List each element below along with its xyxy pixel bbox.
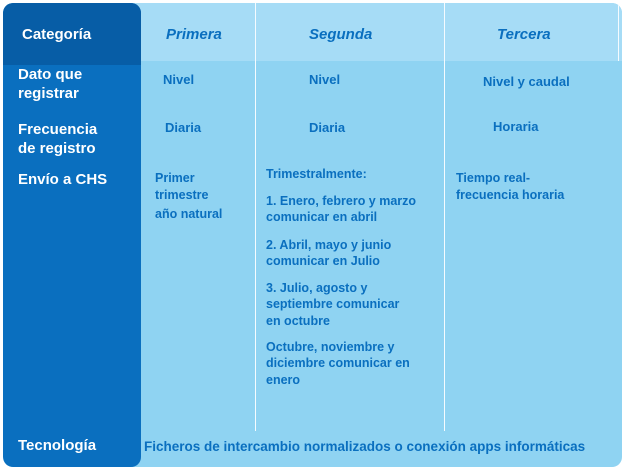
cell-dato-primera: Nivel	[163, 72, 195, 87]
header-categoria: Categoría	[22, 26, 92, 43]
cell-dato-tercera: Nivel y caudal	[483, 74, 570, 89]
cell-frecuencia-tercera: Horaria	[493, 119, 539, 134]
cell-dato-segunda: Nivel	[309, 72, 341, 87]
cell-envio-tercera-line1: Tiempo real-	[456, 171, 531, 185]
cell-envio-segunda-item4-line3: enero	[266, 373, 301, 387]
cell-envio-primera-line3: año natural	[155, 207, 223, 221]
cell-envio-segunda-item2-line1: 2. Abril, mayo y junio	[266, 238, 392, 252]
header-tercera: Tercera	[497, 26, 551, 43]
cell-envio-segunda-title: Trimestralmente:	[266, 167, 367, 181]
cell-envio-segunda-item3-line2: septiembre comunicar	[266, 297, 400, 311]
row-label-envio: Envío a CHS	[18, 171, 108, 188]
row-label-dato-line1: Dato que	[18, 66, 83, 83]
row-label-dato-line2: registrar	[18, 85, 79, 102]
cell-envio-segunda-item1-line2: comunicar en abril	[266, 210, 378, 224]
cell-frecuencia-segunda: Diaria	[309, 120, 346, 135]
header-primera: Primera	[166, 26, 222, 43]
cell-envio-primera-line2: trimestre	[155, 188, 209, 202]
cell-envio-segunda-item4-line2: diciembre comunicar en	[266, 356, 410, 370]
cell-envio-segunda-item4-line1: Octubre, noviembre y	[266, 340, 395, 354]
cell-envio-segunda-item1-line1: 1. Enero, febrero y marzo	[266, 194, 417, 208]
column-divider	[255, 3, 256, 431]
row-label-frecuencia-line2: de registro	[18, 140, 96, 157]
column-divider	[444, 3, 445, 431]
cell-envio-segunda-item3-line1: 3. Julio, agosto y	[266, 281, 368, 295]
cell-envio-primera-line1: Primer	[155, 171, 195, 185]
cell-envio-segunda-item3-line3: en octubre	[266, 314, 330, 328]
column-divider	[618, 3, 619, 61]
row-label-tecnologia: Tecnología	[18, 437, 97, 454]
cell-envio-tercera-line2: frecuencia horaria	[456, 188, 565, 202]
cell-frecuencia-primera: Diaria	[165, 120, 202, 135]
header-segunda: Segunda	[309, 26, 373, 43]
cell-tecnologia-value: Ficheros de intercambio normalizados o conexión apps informáticas	[144, 439, 586, 454]
cell-envio-segunda-item2-line2: comunicar en Julio	[266, 254, 380, 268]
row-label-frecuencia-line1: Frecuencia	[18, 121, 98, 138]
